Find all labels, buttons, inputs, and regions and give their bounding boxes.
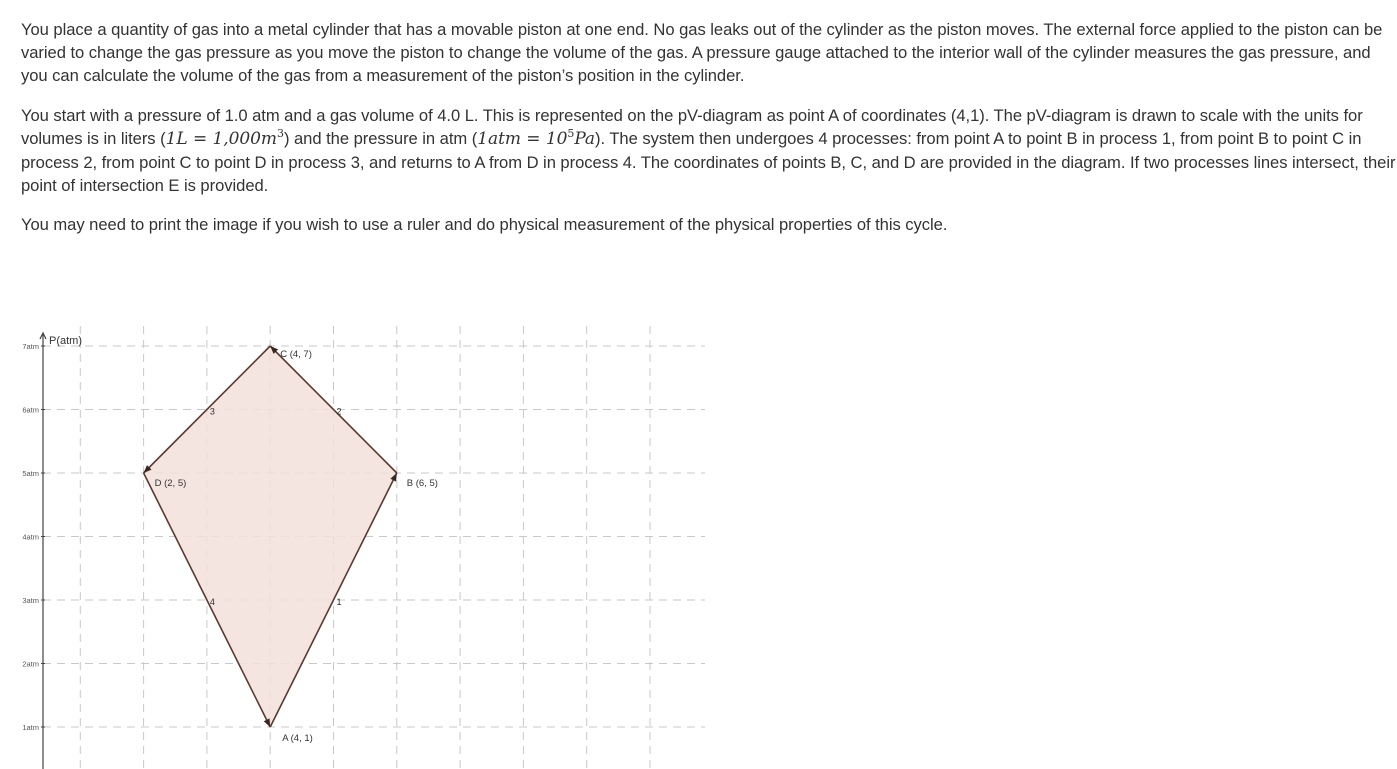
pv-diagram (0, 326, 720, 769)
p-axis-label: P(atm) (49, 335, 82, 347)
point-label-D: D (2, 5) (154, 478, 187, 489)
y-tick-label: 1atm (22, 723, 39, 732)
liter-conversion-formula (165, 126, 284, 149)
atm-formula-unit: Pa (574, 128, 596, 149)
y-tick-label: 3atm (22, 596, 39, 605)
process-arrow-icon (264, 718, 270, 727)
point-label-A: A (4, 1) (282, 733, 313, 744)
process-label-3: 3 (209, 406, 215, 417)
process-label-4: 4 (209, 597, 215, 607)
atm-formula-exponent: 5 (567, 126, 575, 140)
liter-formula-text: 1L = 1,000m (165, 128, 277, 149)
paragraph-intro: You place a quantity of gas into a metal cylinder that has a movable piston at one end. No gas leaks out of the cylinder as the piston moves. The external force applied to the piston can be varied to change the gas pressure as you move the piston to change the volume of the gas. A pressure gauge attached to the interior wall of the cylinder measures the gas pressure, and you can calculate the volume of the gas from a measurement of the piston’s position in the cylinder. (21, 20, 1383, 86)
point-label-C: C (4, 7) (280, 349, 312, 360)
y-tick-label: 2atm (22, 659, 39, 669)
paragraph-setup-part2: ) and the pressure in atm ( (283, 128, 478, 148)
point-label-B: B (6, 5) (406, 478, 438, 489)
atm-conversion-formula (477, 126, 596, 149)
problem-text (21, 18, 1397, 253)
paragraph-setup-part1: You start with a pressure of 1.0 atm and a gas volume of 4.0 L. This is represented on the pV-diagram as point A of coordinates (4,1). The pV-diagram is drawn to scale with the units for volumes is in liters ( (21, 105, 1363, 148)
process-label-1: 1 (336, 597, 342, 607)
paragraph-note: You may need to print the image if you wish to use a ruler and do physical measurement of the physical properties of this cycle. (21, 215, 948, 235)
y-tick-label: 4atm (22, 532, 39, 542)
y-tick-label: 7atm (22, 342, 39, 351)
y-tick-label: 6atm (22, 405, 39, 415)
liter-formula-exponent: 3 (277, 126, 284, 140)
paragraph-setup (21, 104, 1397, 198)
paragraph-setup-part3: ). The system then undergoes 4 processes: from point A to point B in process 1, from point B to point C in process 2, from point C to point D in process 3, and returns to A from D in process 4. The coordinates of points B, C, and D are provided in the diagram. If two processes lines intersect, their point of intersection E is provided. (21, 128, 1396, 196)
y-tick-label: 5atm (22, 469, 39, 478)
pv-diagram-svg (0, 326, 720, 769)
process-label-2: 2 (336, 406, 342, 417)
cycle-area-fill (144, 346, 397, 727)
atm-formula-text: 1atm = 10 (477, 128, 568, 149)
